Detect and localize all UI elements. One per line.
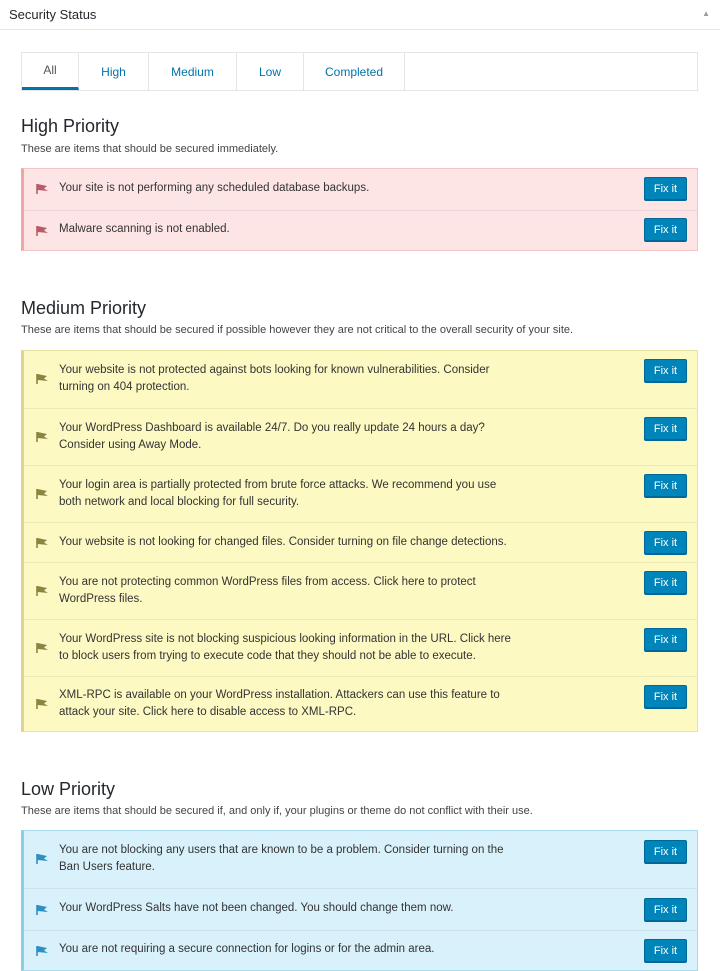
flag-icon <box>36 585 49 597</box>
item-message: You are not blocking any users that are known to be a problem. Consider turning on the Ban Users feature. <box>59 844 504 873</box>
list-item <box>24 888 697 930</box>
tab-low[interactable]: Low <box>237 53 304 90</box>
high-priority-list <box>21 168 698 251</box>
flag-icon <box>36 642 49 654</box>
low-priority-list <box>21 830 698 971</box>
item-message: Your site is not performing any scheduled database backups. <box>59 182 370 194</box>
flag-icon <box>36 904 49 916</box>
fix-it-button[interactable]: Fix it <box>644 571 687 594</box>
flag-icon <box>36 431 49 443</box>
item-message: Your WordPress site is not blocking suspicious looking information in the URL. Click here to block users from trying to execute code that they should not be able to execute. <box>59 633 511 662</box>
flag-icon <box>36 488 49 500</box>
item-message: Your website is not looking for changed files. Consider turning on file change detections. <box>59 536 507 548</box>
high-priority-desc: These are items that should be secured immediately. <box>21 143 279 155</box>
item-message: Your login area is partially protected from brute force attacks. We recommend you use both network and local blocking for full security. <box>59 479 497 508</box>
item-message: Your website is not protected against bots looking for known vulnerabilities. Consider turning on 404 protection. <box>59 364 490 393</box>
fix-it-button[interactable]: Fix it <box>644 531 687 554</box>
list-item <box>24 522 697 562</box>
item-message: Your WordPress Dashboard is available 24/7. Do you really update 24 hours a day? Consider using Away Mode. <box>59 422 485 451</box>
flag-icon <box>36 225 49 237</box>
item-message: You are not protecting common WordPress files from access. Click here to protect WordPress files. <box>59 576 476 605</box>
item-message: Malware scanning is not enabled. <box>59 223 230 235</box>
fix-it-button[interactable]: Fix it <box>644 359 687 382</box>
low-priority-desc: These are items that should be secured if, and only if, your plugins or theme do not conflict with their use. <box>21 805 533 817</box>
list-item <box>24 210 697 250</box>
list-item <box>24 831 697 888</box>
tab-high[interactable]: High <box>79 53 149 90</box>
list-item <box>24 930 697 970</box>
list-item <box>24 619 697 676</box>
fix-it-button[interactable]: Fix it <box>644 939 687 962</box>
fix-it-button[interactable]: Fix it <box>644 218 687 241</box>
tab-completed[interactable]: Completed <box>304 53 405 90</box>
flag-icon <box>36 945 49 957</box>
flag-icon <box>36 373 49 385</box>
collapse-arrow-icon[interactable]: ▲ <box>702 9 710 18</box>
list-item <box>24 169 697 210</box>
fix-it-button[interactable]: Fix it <box>644 685 687 708</box>
list-item <box>24 562 697 619</box>
tab-medium[interactable]: Medium <box>149 53 237 90</box>
low-priority-title: Low Priority <box>21 779 116 799</box>
list-item <box>24 351 697 408</box>
flag-icon <box>36 698 49 710</box>
item-message: You are not requiring a secure connection for logins or for the admin area. <box>59 943 435 955</box>
item-message: XML-RPC is available on your WordPress installation. Attackers can use this feature to attack your site. Click here to disable access to XML-RPC. <box>59 689 500 718</box>
list-item <box>24 676 697 729</box>
fix-it-button[interactable]: Fix it <box>644 840 687 863</box>
flag-icon <box>36 853 49 865</box>
fix-it-button[interactable]: Fix it <box>644 628 687 651</box>
fix-it-button[interactable]: Fix it <box>644 177 687 200</box>
panel-title: Security Status <box>9 7 97 22</box>
medium-priority-list <box>21 350 698 732</box>
medium-priority-title: Medium Priority <box>21 298 147 318</box>
item-message: Your WordPress Salts have not been changed. You should change them now. <box>59 902 454 914</box>
fix-it-button[interactable]: Fix it <box>644 474 687 497</box>
filter-tabs <box>21 52 698 91</box>
high-priority-title: High Priority <box>21 116 120 136</box>
list-item <box>24 408 697 465</box>
flag-icon <box>36 183 49 195</box>
list-item <box>24 465 697 522</box>
fix-it-button[interactable]: Fix it <box>644 417 687 440</box>
medium-priority-desc: These are items that should be secured if possible however they are not critical to the overall security of your site. <box>21 324 574 336</box>
fix-it-button[interactable]: Fix it <box>644 898 687 921</box>
flag-icon <box>36 537 49 549</box>
panel-header <box>0 0 720 30</box>
tab-all[interactable]: All <box>22 53 79 90</box>
